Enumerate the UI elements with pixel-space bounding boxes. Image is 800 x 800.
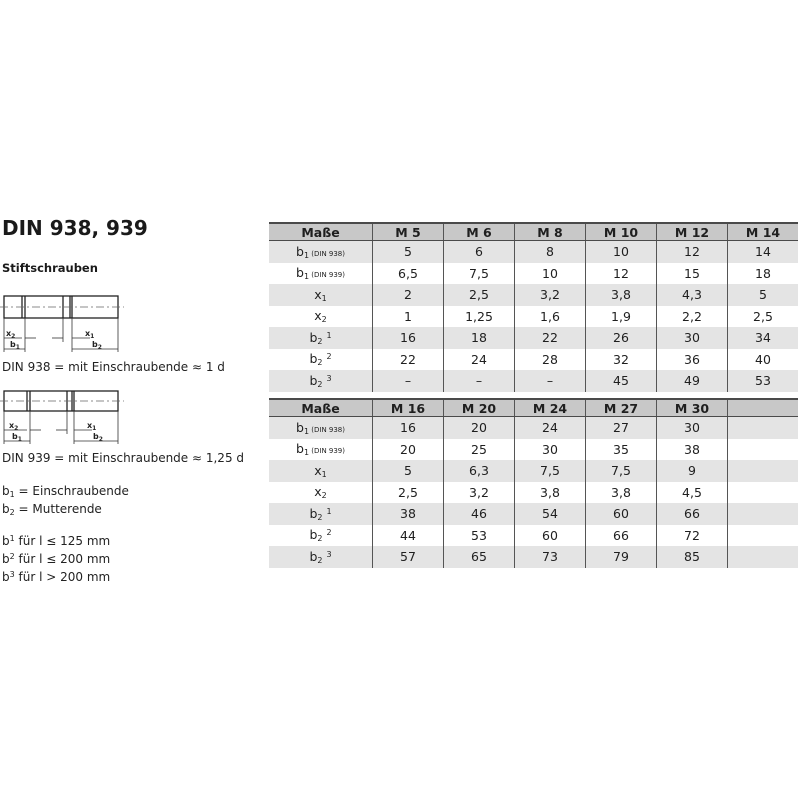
table-cell: 10 [586, 241, 657, 263]
table-header-row [269, 399, 798, 417]
table-row [269, 460, 798, 482]
table-cell: 30 [657, 327, 728, 349]
table-row [269, 284, 798, 306]
table-cell: 27 [586, 417, 657, 439]
table-cell: 57 [373, 546, 444, 568]
table-cell: 2,5 [728, 306, 799, 328]
table-cell: 44 [373, 525, 444, 547]
table-row [269, 417, 798, 439]
table-cell: 3,2 [515, 284, 586, 306]
table-row [269, 327, 798, 349]
legend-item: $b_1$ = Einschraubende [2, 484, 129, 499]
table-cell: 30 [657, 417, 728, 439]
table-row [269, 503, 798, 525]
table-cell: 72 [657, 525, 728, 547]
legend-ends [2, 484, 129, 520]
stud-bolt-drawing-din938 [0, 292, 130, 356]
table-cell: 32 [586, 349, 657, 371]
table-cell: 53 [444, 525, 515, 547]
table-cell: 40 [728, 349, 799, 371]
table-cell: 1,9 [586, 306, 657, 328]
table-cell: 22 [515, 327, 586, 349]
table-cell: 5 [373, 460, 444, 482]
table-cell: 2,5 [373, 482, 444, 504]
table-cell: 2,5 [444, 284, 515, 306]
row-label: $b_1$ (DIN 939) [269, 439, 373, 461]
column-header [728, 399, 799, 417]
table-row [269, 482, 798, 504]
svg-text:x1: $x_1$ [85, 329, 95, 340]
table-row [269, 241, 798, 263]
table-cell: 85 [657, 546, 728, 568]
table-cell [728, 460, 799, 482]
table-cell: 4,3 [657, 284, 728, 306]
row-label: $b_2^3$ [269, 546, 373, 568]
svg-text:x2: $x_2$ [9, 421, 19, 432]
table-row [269, 439, 798, 461]
legend-item: $b^1$ für l ≤ 125 mm [2, 534, 111, 548]
row-label: $x_2$ [269, 306, 373, 328]
row-label: $b_2^1$ [269, 327, 373, 349]
column-header: Maße [269, 399, 373, 417]
table-cell: 38 [657, 439, 728, 461]
row-label: $b_1$ (DIN 938) [269, 417, 373, 439]
table-cell: 79 [586, 546, 657, 568]
table-cell: 9 [657, 460, 728, 482]
row-label: $b_1$ (DIN 938) [269, 241, 373, 263]
table-cell [728, 417, 799, 439]
column-header: M 30 [657, 399, 728, 417]
drawing-caption-din938: DIN 938 = mit Einschraubende ≈ 1 d [2, 360, 225, 374]
table-cell: 5 [373, 241, 444, 263]
table-cell: 6,3 [444, 460, 515, 482]
table-cell: 3,8 [515, 482, 586, 504]
table-cell: 3,2 [444, 482, 515, 504]
table-cell: 1 [373, 306, 444, 328]
table-cell: 3,8 [586, 482, 657, 504]
table-row [269, 370, 798, 392]
table-cell: 46 [444, 503, 515, 525]
table-cell: 24 [515, 417, 586, 439]
table-cell: 8 [515, 241, 586, 263]
row-label: $b_2^2$ [269, 525, 373, 547]
table-cell: 3,8 [586, 284, 657, 306]
page-title: DIN 938, 939 [2, 216, 148, 240]
table-cell [728, 482, 799, 504]
table-cell: 18 [444, 327, 515, 349]
table-cell: 12 [657, 241, 728, 263]
table-cell: 16 [373, 417, 444, 439]
page-subtitle: Stiftschrauben [2, 261, 98, 275]
dimensions-table-m5-m14 [269, 222, 798, 392]
svg-text:x1: $x_1$ [87, 421, 97, 432]
table-cell [728, 503, 799, 525]
table-cell: 54 [515, 503, 586, 525]
table-cell: 22 [373, 349, 444, 371]
table-cell [728, 439, 799, 461]
table-cell: 12 [586, 263, 657, 285]
table-cell: 7,5 [586, 460, 657, 482]
table-cell: 1,6 [515, 306, 586, 328]
legend-lengths [2, 531, 110, 585]
row-label: $b_1$ (DIN 939) [269, 263, 373, 285]
table-cell: 38 [373, 503, 444, 525]
table-row [269, 349, 798, 371]
column-header: M 12 [657, 223, 728, 241]
svg-text:b2: $b_2$ [93, 432, 103, 443]
table-cell: 30 [515, 439, 586, 461]
legend-item: $b^2$ für l ≤ 200 mm [2, 552, 111, 566]
table-cell: 16 [373, 327, 444, 349]
row-label: $b_2^2$ [269, 349, 373, 371]
column-header: M 20 [444, 399, 515, 417]
table-cell: 45 [586, 370, 657, 392]
table-cell: 53 [728, 370, 799, 392]
legend-item: $b_2$ = Mutterende [2, 502, 102, 517]
table-cell: – [444, 370, 515, 392]
row-label: $b_2^3$ [269, 370, 373, 392]
row-label: $x_1$ [269, 460, 373, 482]
svg-text:b2: $b_2$ [92, 340, 102, 351]
table-cell: – [515, 370, 586, 392]
table-cell: 7,5 [515, 460, 586, 482]
svg-text:x2: $x_2$ [6, 329, 16, 340]
table-cell: 5 [728, 284, 799, 306]
table-cell: – [373, 370, 444, 392]
table-row [269, 546, 798, 568]
table-cell: 14 [728, 241, 799, 263]
table-cell: 65 [444, 546, 515, 568]
column-header: M 10 [586, 223, 657, 241]
table-cell: 35 [586, 439, 657, 461]
row-label: $b_2^1$ [269, 503, 373, 525]
legend-item: $b^3$ für l > 200 mm [2, 570, 111, 584]
stud-bolt-drawing-din939 [0, 388, 130, 448]
table-cell: 66 [657, 503, 728, 525]
column-header: M 14 [728, 223, 799, 241]
table-cell: 1,25 [444, 306, 515, 328]
table-cell: 7,5 [444, 263, 515, 285]
row-label: $x_1$ [269, 284, 373, 306]
column-header: M 24 [515, 399, 586, 417]
table-row [269, 306, 798, 328]
table-cell: 6,5 [373, 263, 444, 285]
svg-text:b1: $b_1$ [12, 432, 22, 443]
column-header: Maße [269, 223, 373, 241]
table-row [269, 263, 798, 285]
table-cell: 26 [586, 327, 657, 349]
table-cell: 36 [657, 349, 728, 371]
table-cell: 49 [657, 370, 728, 392]
table-cell: 66 [586, 525, 657, 547]
table-cell: 60 [586, 503, 657, 525]
table-header-row [269, 223, 798, 241]
table-cell: 6 [444, 241, 515, 263]
table-cell: 28 [515, 349, 586, 371]
table-cell: 18 [728, 263, 799, 285]
table-cell: 34 [728, 327, 799, 349]
column-header: M 27 [586, 399, 657, 417]
column-header: M 8 [515, 223, 586, 241]
column-header: M 16 [373, 399, 444, 417]
table-cell: 60 [515, 525, 586, 547]
table-cell: 10 [515, 263, 586, 285]
table-cell: 20 [444, 417, 515, 439]
table-cell: 2 [373, 284, 444, 306]
table-cell [728, 525, 799, 547]
row-label: $x_2$ [269, 482, 373, 504]
table-cell: 24 [444, 349, 515, 371]
column-header: M 6 [444, 223, 515, 241]
table-cell: 4,5 [657, 482, 728, 504]
dimensions-table-m16-m30 [269, 398, 798, 568]
table-cell [728, 546, 799, 568]
column-header: M 5 [373, 223, 444, 241]
table-cell: 15 [657, 263, 728, 285]
table-cell: 73 [515, 546, 586, 568]
table-cell: 2,2 [657, 306, 728, 328]
svg-text:b1: $b_1$ [10, 340, 20, 351]
drawing-caption-din939: DIN 939 = mit Einschraubende ≈ 1,25 d [2, 451, 245, 465]
table-cell: 20 [373, 439, 444, 461]
table-row [269, 525, 798, 547]
table-cell: 25 [444, 439, 515, 461]
